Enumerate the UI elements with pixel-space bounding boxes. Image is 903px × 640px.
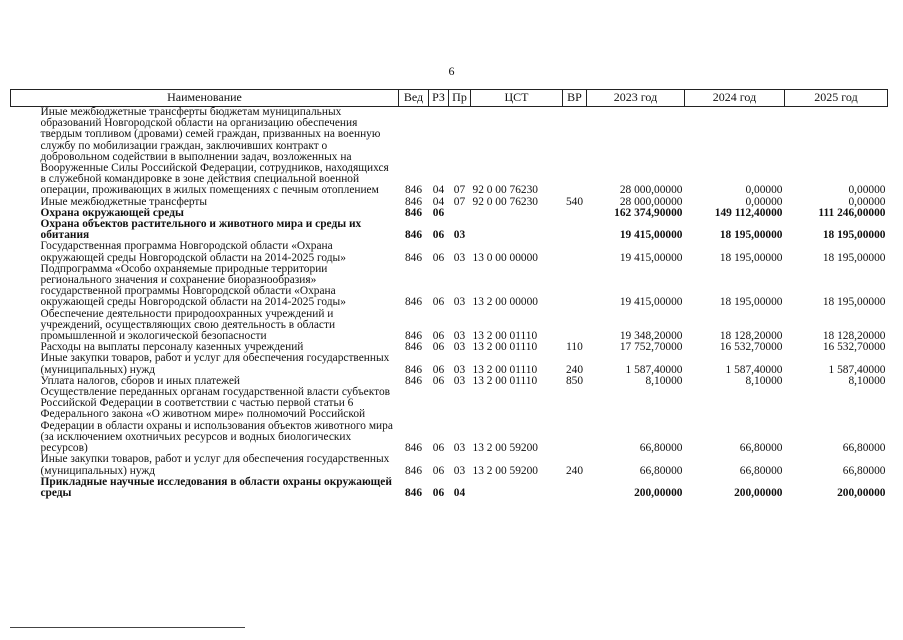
row-name: Иные закупки товаров, работ и услуг для обеспечения государственных (муниципальных) нужд [40, 352, 390, 376]
row-value-2025: 200,00000 [837, 486, 886, 499]
row-value-2025: 0,00000 [848, 184, 886, 197]
row-value-2025: 1 587,40000 [828, 363, 886, 376]
header-pr: Пр [449, 90, 471, 107]
row-cst: 13 2 00 59200 [472, 464, 538, 477]
row-cst: 92 0 00 76230 [472, 195, 538, 208]
row-name: Подпрограмма «Особо охраняемые природные территории регионального значения и сохранение биоразнообразия» государственной программы Новгородской области «Охрана окружающей среды Новгородской области на 2014-2025 годы» [40, 262, 346, 309]
row-rz: 06 [432, 486, 445, 499]
row-value-2025: 66,80000 [842, 442, 886, 455]
row-value-2023: 19 415,00000 [619, 229, 683, 242]
row-rz: 04 [432, 184, 445, 197]
row-name: Охрана окружающей среды [40, 206, 184, 219]
row-name: Иные межбюджетные трансферты бюджетам муниципальных образований Новгородской области на организацию обеспечения твердым топливом (дровами) семей граждан, призванных на военную службу по мобилизации граждан, заключивших контракт о добровольном содействии в выполнении задач, возложенных на Вооруженные Силы Российской Федерации, сотрудников, находящихся в служебной командировке в зоне действия специальной военной операции, проживающих в жилых помещениях с печным отоплением [40, 106, 389, 197]
row-value-2024: 66,80000 [739, 442, 783, 455]
row-value-2023: 19 415,00000 [619, 251, 683, 264]
row-pr: 07 [453, 184, 466, 197]
row-value-2024: 18 128,20000 [719, 330, 783, 343]
row-value-2023: 200,00000 [634, 486, 683, 499]
row-ved: 846 [404, 330, 423, 343]
row-vr: 850 [565, 374, 584, 387]
row-cst: 13 2 00 01110 [472, 363, 538, 376]
page-number: 6 [448, 64, 455, 78]
row-rz: 06 [432, 251, 445, 264]
row-pr: 03 [453, 330, 466, 343]
row-rz: 06 [432, 341, 445, 354]
row-value-2024: 149 112,40000 [714, 206, 783, 219]
row-value-2023: 28 000,00000 [619, 195, 683, 208]
row-cst [471, 208, 563, 219]
budget-table [10, 89, 888, 499]
row-ved: 846 [404, 363, 423, 376]
row-ved: 846 [404, 464, 423, 477]
row-vr [563, 309, 587, 343]
row-value-2023: 28 000,00000 [619, 184, 683, 197]
row-value-2023: 19 348,20000 [619, 330, 683, 343]
row-rz: 06 [432, 464, 445, 477]
table-body [11, 107, 888, 500]
row-rz: 06 [432, 330, 445, 343]
row-rz: 06 [432, 296, 445, 309]
row-value-2025: 18 195,00000 [822, 229, 886, 242]
row-cst: 13 2 00 01110 [472, 374, 538, 387]
table-row [11, 387, 888, 454]
row-name: Иные межбюджетные трансферты [40, 195, 208, 208]
row-name: Осуществление переданных органам государственной власти субъектов Российской Федерации в соответствии с частью первой статьи 6 Федерального закона «О животном мире» полномочий Российской Федерации в области охраны и использования объектов животного мира (за исключением охотничьих ресурсов и водных биологических ресурсов) [40, 386, 393, 455]
row-value-2025: 18 195,00000 [822, 296, 886, 309]
table-header-row [11, 90, 888, 107]
row-cst: 13 2 00 01110 [472, 341, 538, 354]
row-value-2023: 8,10000 [645, 374, 683, 387]
header-ved: Вед [399, 90, 429, 107]
row-value-2023: 162 374,90000 [614, 206, 683, 219]
row-pr: 03 [453, 229, 466, 242]
row-name: Иные закупки товаров, работ и услуг для обеспечения государственных (муниципальных) нужд [40, 453, 390, 477]
row-vr [563, 208, 587, 219]
row-vr [563, 241, 587, 263]
row-rz: 06 [432, 206, 445, 219]
row-ved: 846 [404, 374, 423, 387]
row-ved: 846 [404, 195, 423, 208]
table-row [11, 264, 888, 309]
row-value-2024: 0,00000 [745, 195, 783, 208]
row-value-2024: 1 587,40000 [725, 363, 783, 376]
row-value-2025: 8,10000 [848, 374, 886, 387]
row-cst: 13 2 00 01110 [472, 330, 538, 343]
row-name: Обеспечение деятельности природоохранных учреждений и учреждений, осуществляющих свою деятельность в области промышленной и экологической безопасности [40, 307, 336, 343]
header-name: Наименование [11, 90, 399, 107]
row-ved: 846 [404, 184, 423, 197]
row-pr: 03 [453, 464, 466, 477]
row-cst [471, 219, 563, 241]
table-row [11, 454, 888, 476]
row-value-2024: 16 532,70000 [719, 341, 783, 354]
row-value-2025: 18 195,00000 [822, 251, 886, 264]
row-cst: 13 2 00 00000 [472, 296, 538, 309]
row-name: Прикладные научные исследования в области охраны окружающей среды [40, 475, 392, 499]
footnote-separator [10, 627, 245, 628]
row-rz: 06 [432, 363, 445, 376]
table-row [11, 107, 888, 197]
row-vr: 240 [565, 464, 584, 477]
row-value-2023: 66,80000 [639, 442, 683, 455]
row-cst [471, 477, 563, 499]
row-vr: 240 [565, 363, 584, 376]
row-vr [563, 219, 587, 241]
row-value-2024: 18 195,00000 [719, 229, 783, 242]
header-2024: 2024 год [685, 90, 785, 107]
row-vr [563, 107, 587, 197]
row-rz: 04 [432, 195, 445, 208]
row-value-2023: 1 587,40000 [625, 363, 683, 376]
row-cst: 92 0 00 76230 [472, 184, 538, 197]
header-cst: ЦСТ [471, 90, 563, 107]
row-value-2025: 18 128,20000 [822, 330, 886, 343]
row-ved: 846 [404, 296, 423, 309]
row-cst: 13 2 00 59200 [472, 442, 538, 455]
row-value-2024: 18 195,00000 [719, 296, 783, 309]
row-name: Государственная программа Новгородской области «Охрана окружающей среды Новгородской области на 2014-2025 годы» [40, 240, 346, 264]
row-pr: 07 [453, 195, 466, 208]
row-vr [563, 477, 587, 499]
row-pr: 03 [453, 363, 466, 376]
row-ved: 846 [404, 206, 423, 219]
row-value-2023: 66,80000 [639, 464, 683, 477]
row-vr [563, 387, 587, 454]
row-name: Расходы на выплаты персоналу казенных учреждений [40, 341, 304, 354]
row-value-2025: 111 246,00000 [818, 206, 886, 219]
table-row [11, 309, 888, 343]
row-pr: 04 [453, 486, 466, 499]
header-vr: ВР [563, 90, 587, 107]
row-value-2024: 200,00000 [734, 486, 783, 499]
row-vr: 110 [566, 341, 583, 354]
row-value-2024: 0,00000 [745, 184, 783, 197]
row-ved: 846 [404, 229, 423, 242]
row-value-2025: 66,80000 [842, 464, 886, 477]
header-rz: РЗ [429, 90, 449, 107]
row-pr: 03 [453, 374, 466, 387]
row-value-2023: 19 415,00000 [619, 296, 683, 309]
row-name: Уплата налогов, сборов и иных платежей [40, 374, 240, 387]
row-vr: 540 [565, 195, 584, 208]
row-ved: 846 [404, 341, 423, 354]
row-name: Охрана объектов растительного и животного мира и среды их обитания [40, 218, 362, 242]
row-vr [563, 264, 587, 309]
row-value-2024: 8,10000 [745, 374, 783, 387]
row-rz: 06 [432, 442, 445, 455]
row-ved: 846 [404, 442, 423, 455]
row-pr [449, 208, 471, 219]
table-row [11, 353, 888, 375]
row-rz: 06 [432, 374, 445, 387]
row-pr: 03 [453, 251, 466, 264]
row-value-2024: 66,80000 [739, 464, 783, 477]
row-pr: 03 [453, 296, 466, 309]
row-value-2025: 0,00000 [848, 195, 886, 208]
row-pr: 03 [453, 442, 466, 455]
table-row [11, 241, 888, 263]
row-value-2023: 17 752,70000 [619, 341, 683, 354]
row-ved: 846 [404, 486, 423, 499]
row-pr: 03 [453, 341, 466, 354]
row-ved: 846 [404, 251, 423, 264]
header-2025: 2025 год [785, 90, 888, 107]
row-value-2024: 18 195,00000 [719, 251, 783, 264]
row-rz: 06 [432, 229, 445, 242]
row-cst: 13 0 00 00000 [472, 251, 538, 264]
header-2023: 2023 год [587, 90, 685, 107]
table-row [11, 477, 888, 499]
table-row [11, 219, 888, 241]
row-value-2025: 16 532,70000 [822, 341, 886, 354]
